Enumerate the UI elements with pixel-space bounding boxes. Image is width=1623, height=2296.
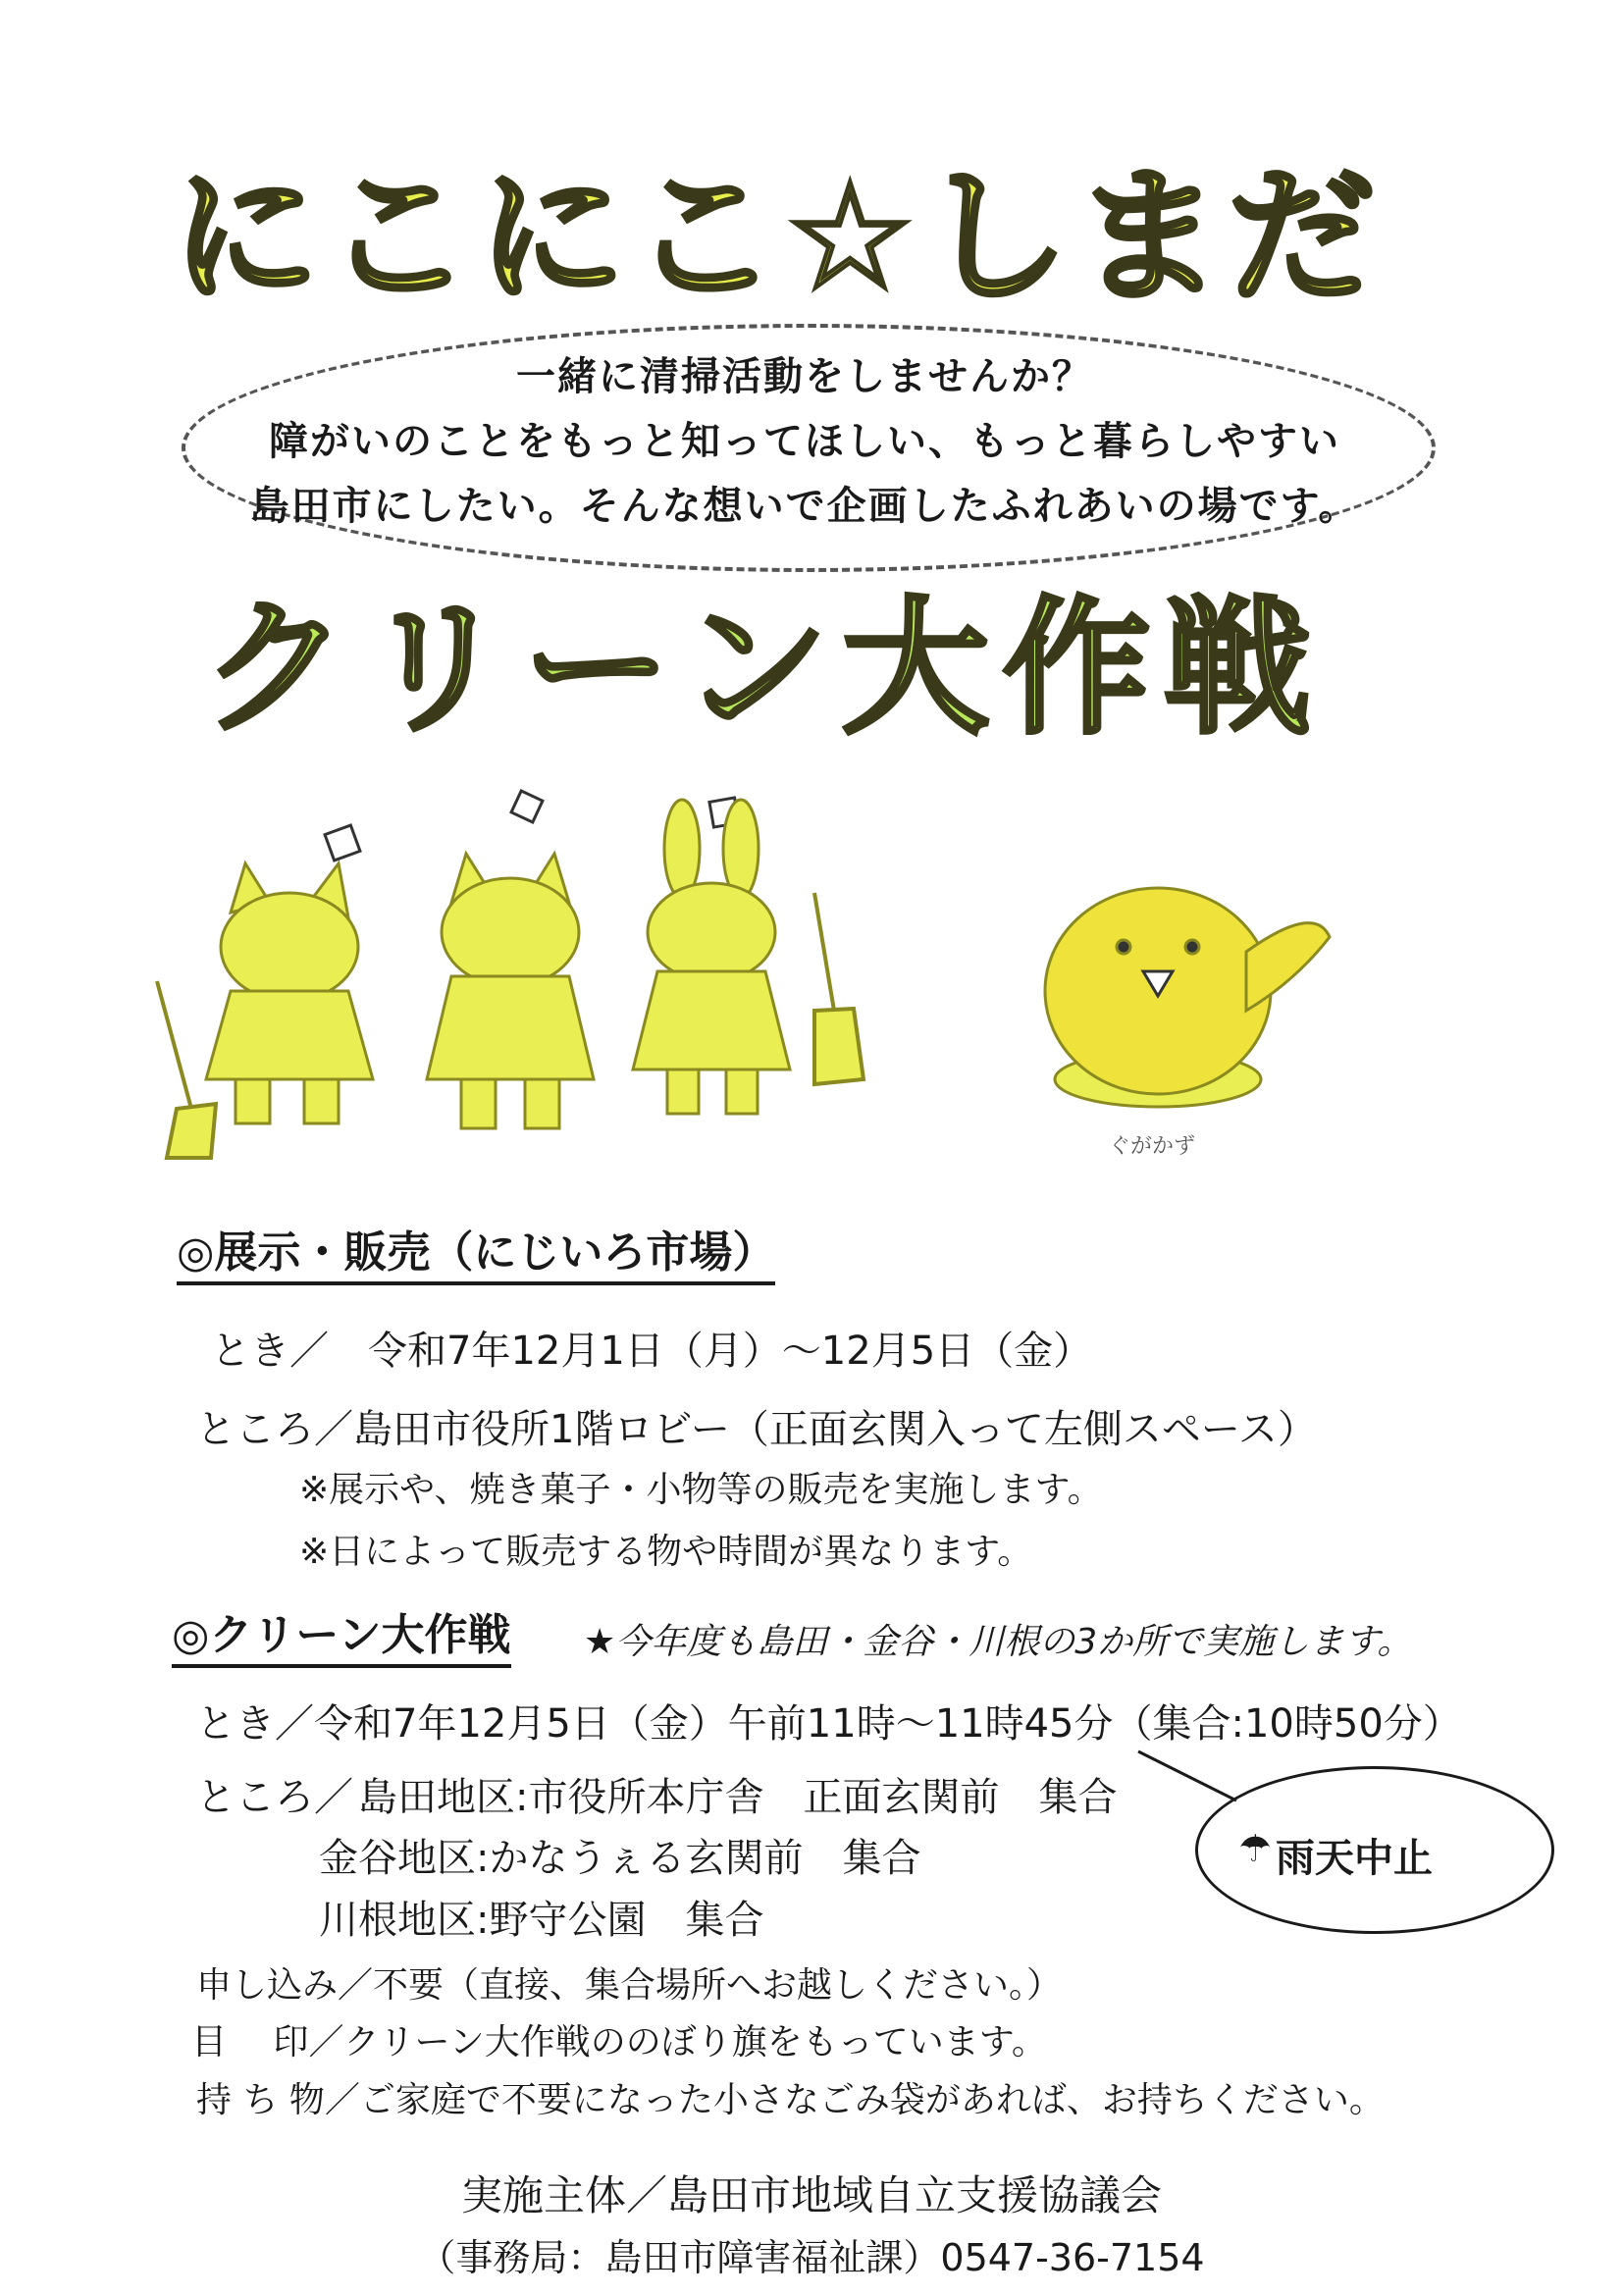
- organizer: 実施主体／島田市地域自立支援協議会: [460, 2171, 1162, 2219]
- exhibition-when: とき／ 令和7年12月1日（月）～12月5日（金）: [211, 1329, 1093, 1374]
- campaign-title: クリーン大作戦: [201, 584, 1326, 755]
- intro-line-1: 一緒に清掃活動をしませんか？: [516, 354, 1093, 399]
- exhibition-note-1: ※展示や、焼き菓子・小物等の販売を実施します。: [299, 1470, 1103, 1510]
- exhibition-note-2: ※日によって販売する物や時間が異なります。: [299, 1532, 1033, 1572]
- cat-character-1: [206, 863, 373, 1123]
- intro-line-2: 障がいのことをもっと知ってほしい、もっと暮らしやすい: [269, 419, 1340, 464]
- cleanup-place-kanaya: 金谷地区:かなうぇる玄関前 集合: [319, 1836, 921, 1881]
- broom-icon: [157, 981, 216, 1158]
- flyer-title: にこにこ☆しまだ: [172, 152, 1382, 323]
- rain-cancel-text: 雨天中止: [1276, 1836, 1433, 1881]
- umbrella-icon: ☂: [1238, 1827, 1273, 1870]
- exhibition-where: ところ／島田市役所1階ロビー（正面玄関入って左側スペース）: [196, 1407, 1317, 1452]
- cleanup-place-shimada: 島田地区:市役所本庁舎 正面玄関前 集合: [358, 1775, 1118, 1820]
- intro-line-3: 島田市にしたい。そんな想いで企画したふれあいの場です。: [249, 484, 1360, 529]
- cleanup-place-kawane: 川根地区:野守公園 集合: [319, 1898, 764, 1943]
- cleanup-belongings: 持 ち 物／ご家庭で不要になった小さなごみ袋があれば、お持ちください。: [196, 2080, 1385, 2120]
- cleanup-star-note: ★今年度も島田・金谷・川根の3か所で実施します。: [584, 1622, 1413, 1662]
- section-cleanup-heading: ◎クリーン大作戦: [172, 1599, 511, 1668]
- crayon-characters-illustration: [137, 756, 1433, 1197]
- cleanup-where-label: ところ／: [196, 1775, 353, 1820]
- broom-icon: [814, 893, 864, 1084]
- cat-character-2: [427, 854, 594, 1128]
- cleanup-landmark: 目 印／クリーン大作戦ののぼり旗をもっています。: [191, 2022, 1047, 2062]
- chick-character: [1045, 888, 1330, 1107]
- cleanup-application: 申し込み／不要（直接、集合場所へお越しください。）: [196, 1965, 1063, 2006]
- illustration-caption: ぐがかず: [1109, 1134, 1196, 1159]
- office-contact: （事務局：島田市障害福祉課）0547-36-7154: [418, 2236, 1205, 2279]
- section-exhibition-heading: ◎展示・販売（にじいろ市場）: [177, 1217, 775, 1285]
- rabbit-character: [633, 800, 790, 1114]
- cleanup-when: とき／令和7年12月5日（金）午前11時～11時45分（集合:10時50分）: [196, 1701, 1462, 1747]
